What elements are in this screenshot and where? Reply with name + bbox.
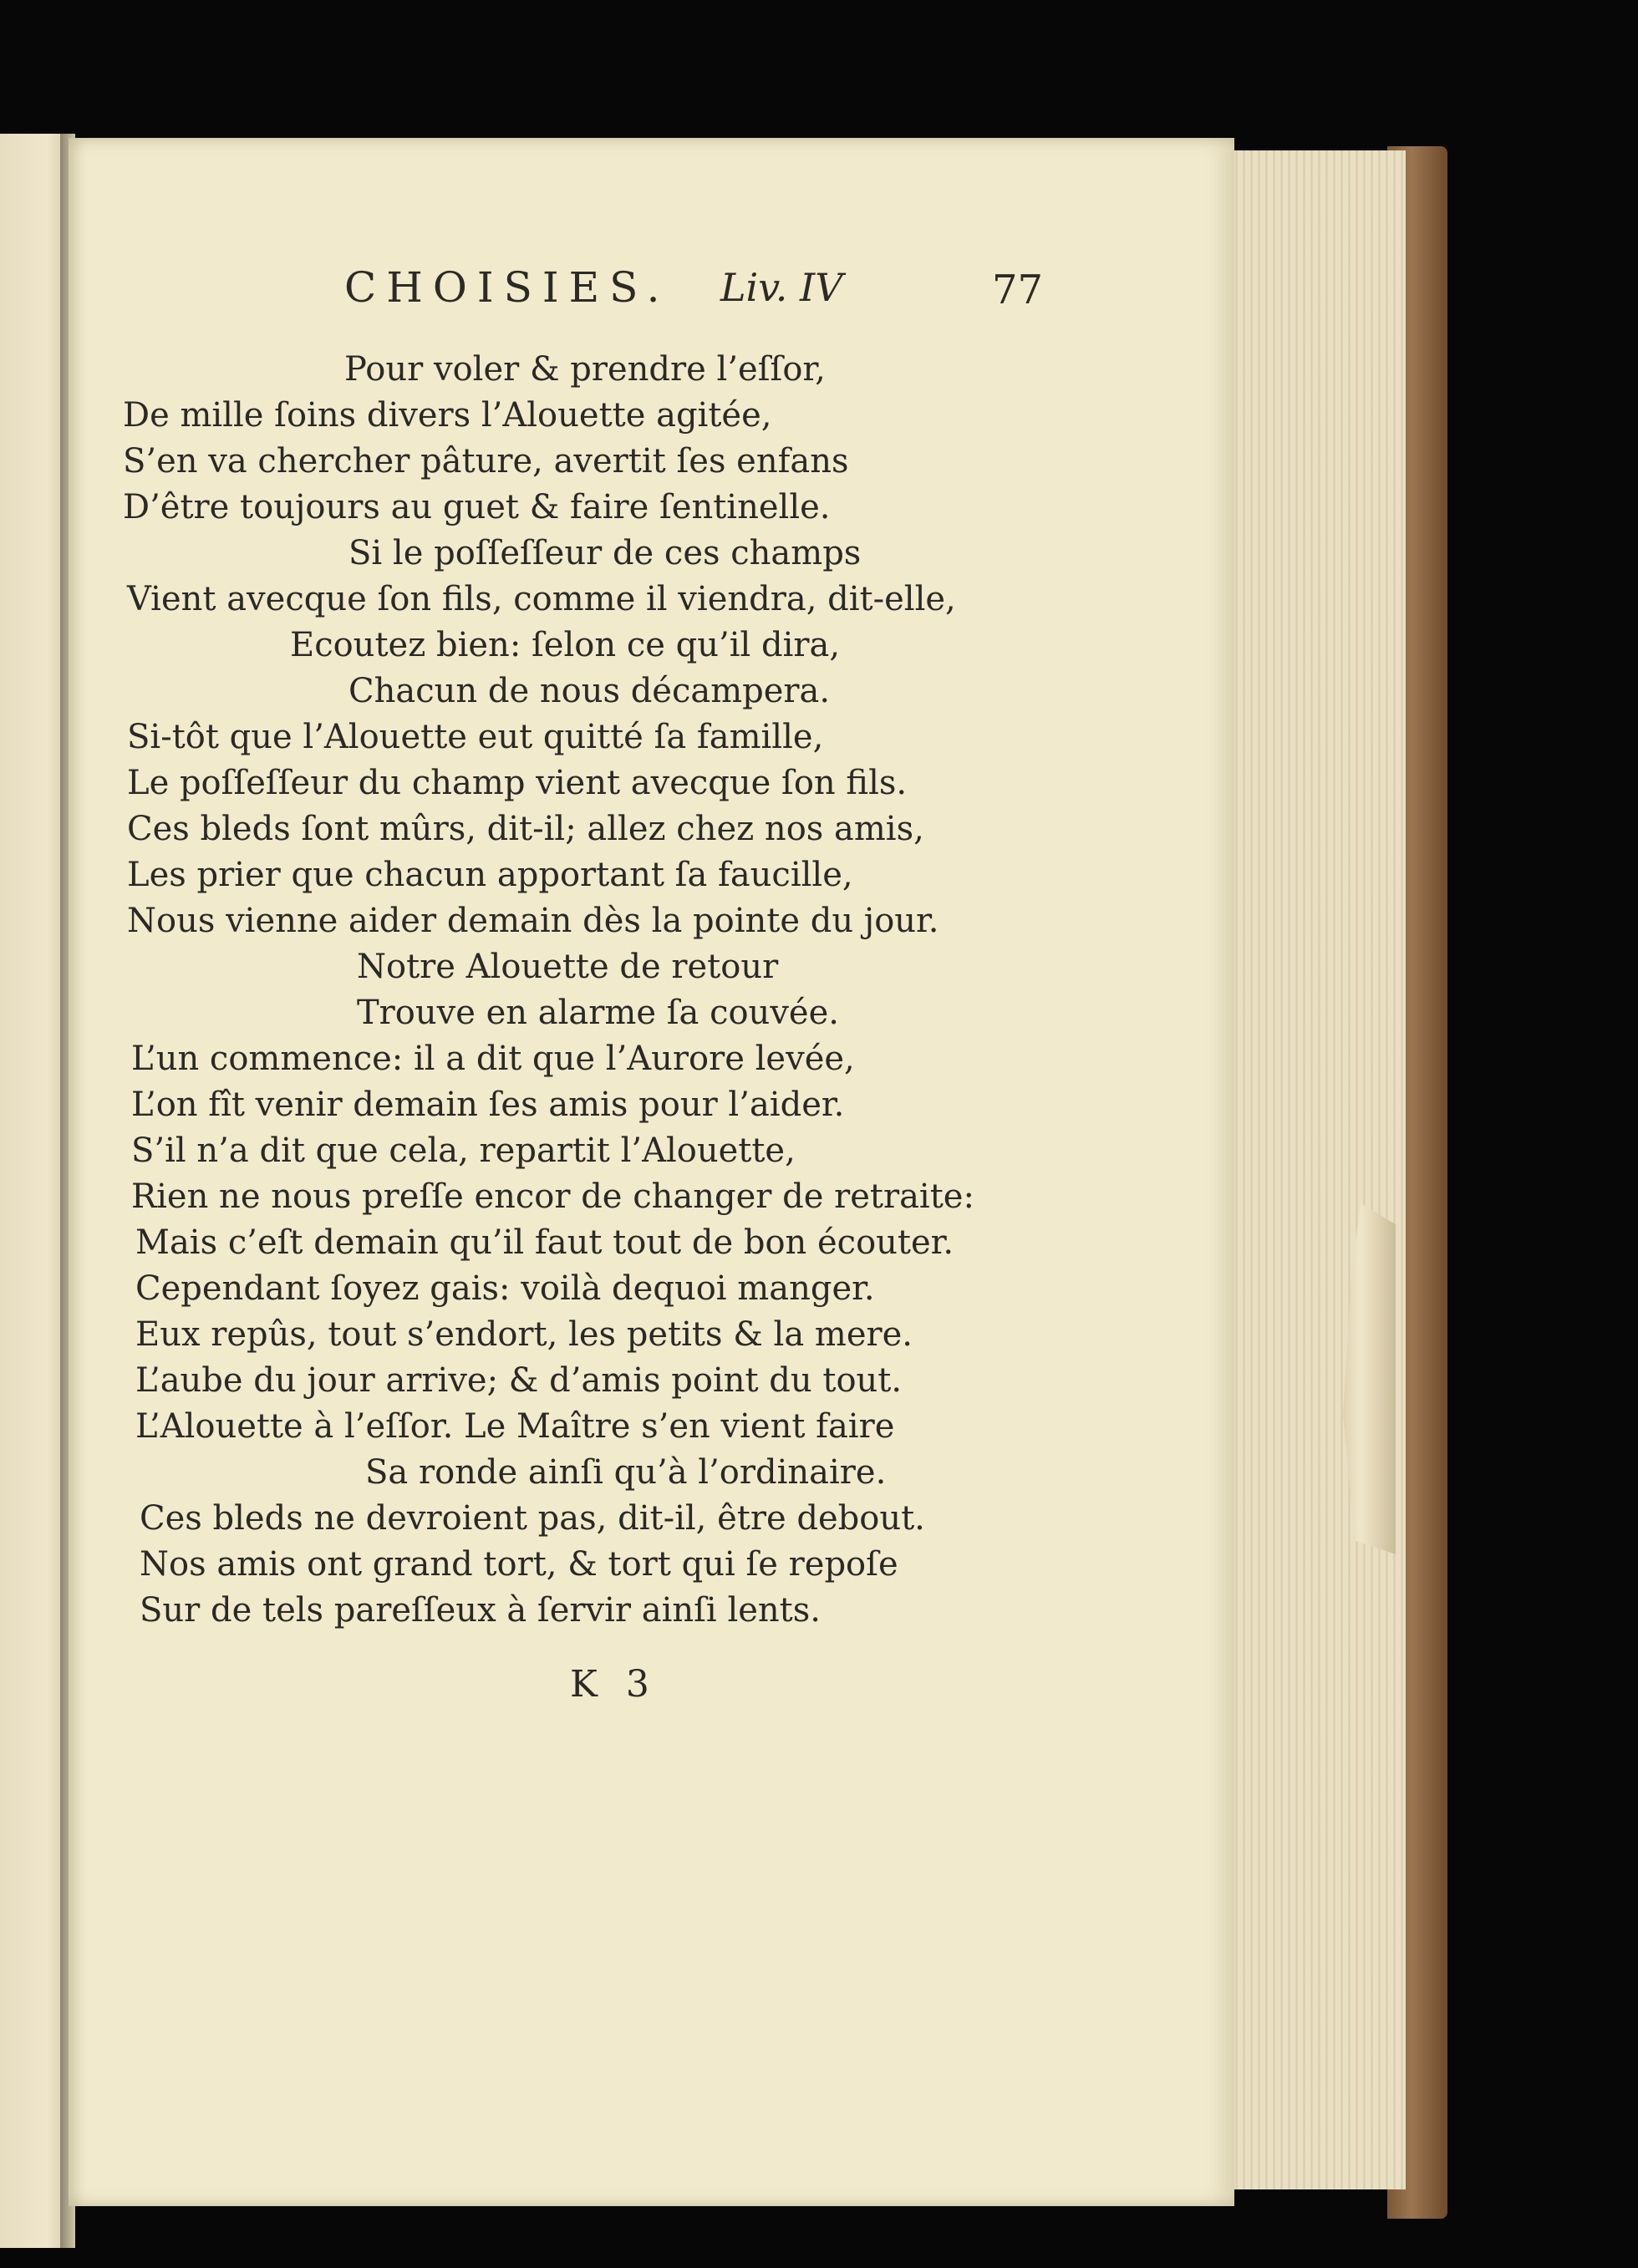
verse-line: L’un commence: il a dit que l’Aurore levée, [131, 1040, 855, 1078]
verse-line: Notre Alouette de retour [357, 948, 779, 986]
verse-line: Pour voler & prendre l’eſſor, [344, 350, 826, 389]
verse-line: Trouve en alarme ſa couvée. [357, 994, 839, 1032]
verse-line: Sur de tels pareſſeux à ſervir ainſi lents. [140, 1591, 821, 1630]
verse-line: S’en va chercher pâture, avertit ſes enfans [123, 442, 849, 481]
verse-line: Vient avecque ſon fils, comme il viendra, dit-elle, [127, 580, 956, 618]
verse-line: D’être toujours au guet & faire ſentinelle. [123, 488, 831, 526]
verse-line: Mais c’eſt demain qu’il faut tout de bon écouter. [135, 1223, 954, 1262]
verse-line: Si le poſſeſſeur de ces champs [348, 534, 862, 572]
verse-line: L’Alouette à l’eſſor. Le Maître s’en vient faire [135, 1407, 895, 1446]
verse-line: De mille ſoins divers l’Alouette agitée, [123, 396, 772, 435]
verse-line: Eux repûs, tout s’endort, les petits & la mere. [135, 1315, 913, 1354]
verse-line: Ces bleds ne devroient pas, dit-il, être debout. [140, 1499, 925, 1538]
verse-line: Si-tôt que l’Alouette eut quitté ſa famille, [127, 718, 824, 756]
page-stack-edges [1228, 150, 1406, 2189]
book-page [69, 138, 1234, 2206]
verse-line: Nous vienne aider demain dès la pointe du jour. [127, 902, 939, 940]
verse-line: L’aube du jour arrive; & d’amis point du tout. [135, 1361, 903, 1400]
verse-line: L’on fît venir demain ſes amis pour l’aider. [131, 1086, 845, 1124]
verse-line: S’il n’a dit que cela, repartit l’Alouette, [131, 1131, 796, 1170]
verse-line: Nos amis ont grand tort, & tort qui ſe repoſe [140, 1545, 898, 1584]
verse-line: Ces bleds ſont mûrs, dit-il; allez chez nos amis, [127, 810, 924, 848]
left-page-edge [0, 134, 67, 2248]
verse-line: Chacun de nous décampera. [348, 672, 831, 710]
verse-line: Ecoutez bien: ſelon ce qu’il dira, [290, 626, 841, 664]
verse-line: Rien ne nous preſſe encor de changer de retraite: [131, 1177, 974, 1216]
verse-line: Les prier que chacun apportant ſa faucille, [127, 856, 853, 894]
signature-mark: K 3 [570, 1663, 658, 1706]
running-header [69, 263, 1234, 330]
book-number: Liv. IV [720, 265, 843, 310]
verse-line: Cependant ſoyez gais: voilà dequoi manger. [135, 1269, 875, 1308]
verse-line: Le poſſeſſeur du champ vient avecque ſon fils. [127, 764, 908, 802]
verse-line: Sa ronde ainſi qu’à l’ordinaire. [365, 1453, 887, 1492]
page-number: 77 [992, 267, 1044, 313]
running-title: CHOISIES. [344, 263, 670, 312]
